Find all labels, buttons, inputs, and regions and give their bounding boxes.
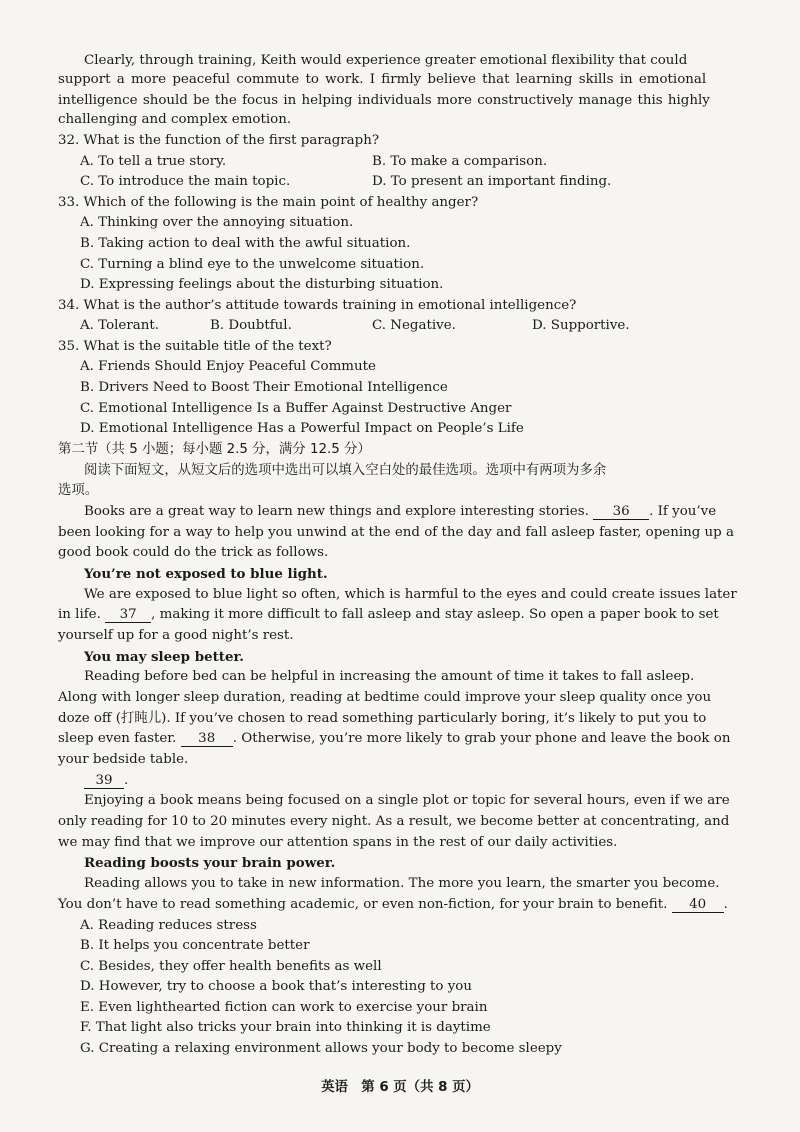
choice-g[interactable]: G. Creating a relaxing environment allows your body to become sleepy <box>80 1041 562 1056</box>
option-a[interactable]: A. Thinking over the annoying situation. <box>80 215 354 230</box>
option-b[interactable]: B. Taking action to deal with the awful situation. <box>80 236 411 251</box>
blank-36[interactable]: 36 <box>593 504 649 520</box>
cloze-line: good book could do the trick as follows. <box>58 545 329 560</box>
passage-text: intelligence should be the focus in helping individuals more constructively manage this highly <box>58 93 710 108</box>
page-footer: 英语 第 6 页（共 8 页） <box>321 1080 479 1095</box>
option-a[interactable]: A. Friends Should Enjoy Peaceful Commute <box>80 359 376 374</box>
cloze-text: . Otherwise, you’re more likely to grab your phone and leave the book on <box>232 731 731 746</box>
subheading: Reading boosts your brain power. <box>84 855 336 871</box>
blank-39[interactable]: 39 <box>84 773 124 789</box>
cloze-line: we may find that we improve our attention spans in the rest of our daily activities. <box>58 835 618 850</box>
cloze-line: We are exposed to blue light so often, which is harmful to the eyes and could create issues later <box>84 587 737 602</box>
question-stem: 34. What is the author’s attitude towards training in emotional intelligence? <box>58 298 577 313</box>
choice-f[interactable]: F. That light also tricks your brain into thinking it is daytime <box>80 1020 491 1035</box>
passage-line <box>58 71 738 89</box>
choice-a[interactable]: A. Reading reduces stress <box>80 918 257 933</box>
cloze-line: Enjoying a book means being focused on a single plot or topic for several hours, even if we are <box>84 793 730 808</box>
cloze-line: your bedside table. <box>58 752 189 767</box>
subheading: You may sleep better. <box>84 649 244 665</box>
cloze-line: Reading before bed can be helpful in increasing the amount of time it takes to fall asleep. <box>84 669 695 684</box>
option-b[interactable]: B. Drivers Need to Boost Their Emotional Intelligence <box>80 380 448 395</box>
cloze-line: Reading allows you to take in new information. The more you learn, the smarter you become. <box>84 876 720 891</box>
cloze-line <box>58 730 730 748</box>
choice-c[interactable]: C. Besides, they offer health benefits as well <box>80 959 382 974</box>
cloze-line <box>84 503 716 521</box>
option-c[interactable]: C. Negative. <box>372 318 456 333</box>
passage-line <box>58 92 738 110</box>
blank-37[interactable]: 37 <box>105 607 151 623</box>
cloze-text: sleep even faster. <box>58 731 177 746</box>
cloze-line: only reading for 10 to 20 minutes every night. As a result, we become better at concentrating, and <box>58 814 730 829</box>
cloze-line: doze off (打盹儿). If you’ve chosen to read something particularly boring, it’s likely to put you to <box>58 711 707 726</box>
choice-b[interactable]: B. It helps you concentrate better <box>80 938 310 953</box>
section-instruction: 选项。 <box>58 483 99 498</box>
option-c[interactable]: C. To introduce the main topic. <box>80 174 291 189</box>
option-d[interactable]: D. To present an important finding. <box>372 174 612 189</box>
cloze-text: . <box>723 897 728 912</box>
cloze-line <box>58 606 719 624</box>
blank-40[interactable]: 40 <box>672 897 724 913</box>
subheading: You’re not exposed to blue light. <box>84 566 328 582</box>
choice-d[interactable]: D. However, try to choose a book that’s interesting to you <box>80 979 472 994</box>
option-c[interactable]: C. Emotional Intelligence Is a Buffer Against Destructive Anger <box>80 401 512 416</box>
cloze-text: , making it more difficult to fall asleep and stay asleep. So open a paper book to set <box>151 607 719 622</box>
cloze-text: . <box>124 773 129 788</box>
option-d[interactable]: D. Supportive. <box>532 318 630 333</box>
cloze-line <box>84 772 128 790</box>
passage-line <box>84 52 738 70</box>
option-a[interactable]: A. To tell a true story. <box>80 154 227 169</box>
cloze-line: Along with longer sleep duration, reading at bedtime could improve your sleep quality once you <box>58 690 712 705</box>
option-d[interactable]: D. Emotional Intelligence Has a Powerful Impact on People’s Life <box>80 421 524 436</box>
question-stem: 33. Which of the following is the main point of healthy anger? <box>58 195 479 210</box>
cloze-text: Books are a great way to learn new things and explore interesting stories. <box>84 504 589 519</box>
passage-text: Clearly, through training, Keith would experience greater emotional flexibility that could <box>84 53 688 68</box>
option-d[interactable]: D. Expressing feelings about the disturbing situation. <box>80 277 444 292</box>
passage-line <box>58 111 291 129</box>
choice-e[interactable]: E. Even lighthearted fiction can work to exercise your brain <box>80 1000 488 1015</box>
cloze-line <box>58 896 728 914</box>
cloze-text: . If you’ve <box>649 504 717 519</box>
question-stem: 32. What is the function of the first paragraph? <box>58 133 380 148</box>
passage-text: challenging and complex emotion. <box>58 112 292 127</box>
option-b[interactable]: B. Doubtful. <box>210 318 292 333</box>
option-c[interactable]: C. Turning a blind eye to the unwelcome situation. <box>80 257 425 272</box>
cloze-text: You don’t have to read something academic, or even non-fiction, for your brain to benefit. <box>58 897 668 912</box>
option-a[interactable]: A. Tolerant. <box>80 318 159 333</box>
cloze-text: in life. <box>58 607 101 622</box>
section-instruction: 阅读下面短文，从短文后的选项中选出可以填入空白处的最佳选项。选项中有两项为多余 <box>84 463 607 478</box>
question-stem: 35. What is the suitable title of the text? <box>58 339 332 354</box>
section-header: 第二节（共 5 小题；每小题 2.5 分，满分 12.5 分） <box>58 442 371 457</box>
passage-text: support a more peaceful commute to work. I firmly believe that learning skills in emotional <box>58 72 707 87</box>
blank-38[interactable]: 38 <box>181 731 233 747</box>
cloze-line: been looking for a way to help you unwind at the end of the day and fall asleep faster, opening up a <box>58 525 734 540</box>
cloze-line: yourself up for a good night’s rest. <box>58 628 294 643</box>
option-b[interactable]: B. To make a comparison. <box>372 154 548 169</box>
